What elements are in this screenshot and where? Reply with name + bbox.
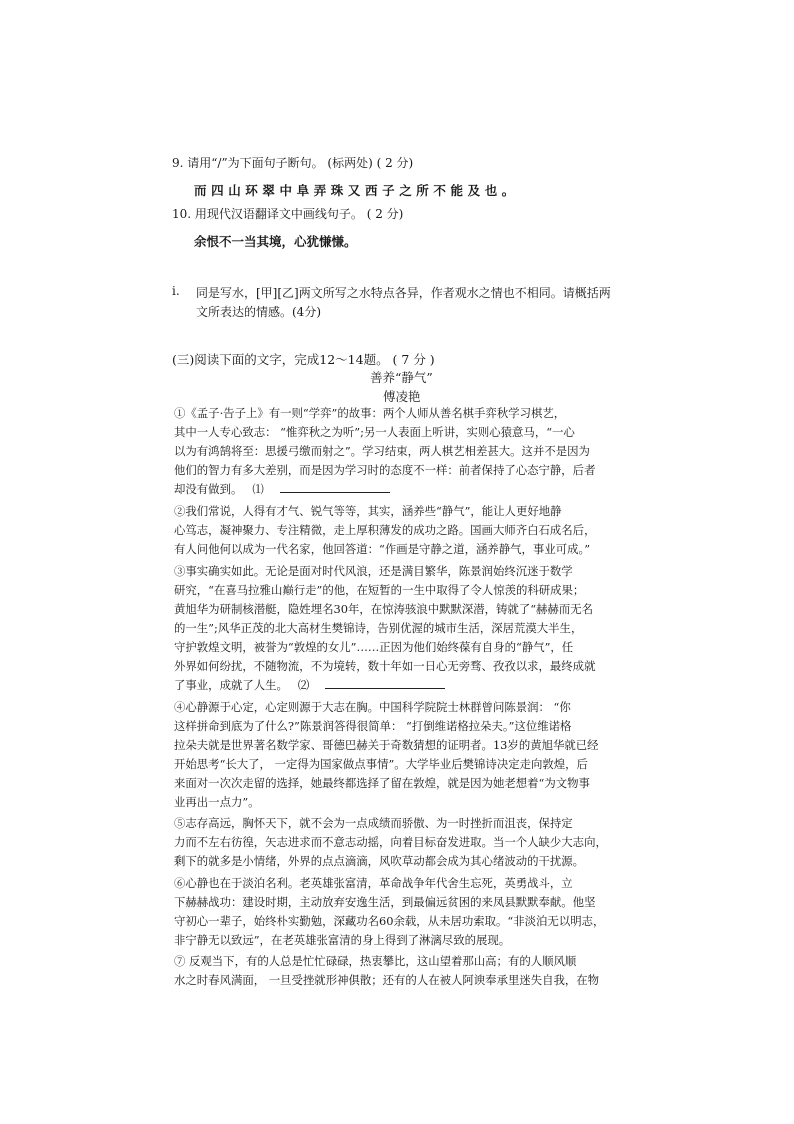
paragraph-line: ①《孟子·告子上》有一则“学弈”的故事：两个人师从善名棋手弈秋学习棋艺， bbox=[174, 406, 566, 420]
paragraph-line: 他们的智力有多大差别，而是因为学习时的态度不一样：前者保持了心态宁静，后者 bbox=[174, 463, 596, 477]
paragraph-line: 业再出一点力”。 bbox=[174, 795, 260, 809]
section-intro: (三)阅读下面的文字，完成12～14题。 ( 7 分 ) bbox=[172, 352, 435, 367]
paragraph-line: ④心静源于心定，心定则源于大志在胸。中国科学院院士林群曾问陈景润： “你 bbox=[174, 700, 571, 714]
paragraph-line: 开始思考“长大了， 一定得为国家做点事情”。大学毕业后樊锦诗决定走向敦煌，后 bbox=[174, 757, 588, 771]
answer-blank-1[interactable] bbox=[280, 480, 390, 493]
paragraph-line bbox=[174, 480, 624, 499]
paragraph-5 bbox=[174, 814, 624, 871]
paragraph-line bbox=[174, 676, 624, 695]
paragraph-6 bbox=[174, 874, 624, 950]
paragraph-line: ②我们常说，人得有才气、锐气等等，其实，涵养些“静气”，能让人更好地静 bbox=[174, 504, 562, 518]
paragraph-line: ⑥心静也在于淡泊名利。老英雄张富清，革命战争年代舍生忘死，英勇战斗，立 bbox=[174, 876, 573, 890]
paragraph-line: ③事实确实如此。无论是面对时代风浪，还是满目繁华，陈景润始终沉迷于数学 bbox=[174, 564, 573, 578]
paragraph-line: 非宁静无以致远”，在老英雄张富清的身上得到了淋漓尽致的展现。 bbox=[174, 933, 511, 947]
paragraph-line: 以为有鸿鹄将至：思援弓缴而射之”。学习结束，两人棋艺相差甚大。这并不是因为 bbox=[174, 444, 590, 458]
paragraph-line: 黄旭华为研制核潜艇，隐姓埋名30年，在惊涛骇浪中默默深潜，铸就了“赫赫而无名 bbox=[174, 602, 593, 616]
paragraph-line: 拉朵夫就是世界著名数学家、哥德巴赫关于奇数猜想的证明者。13岁的黄旭华就已经 bbox=[174, 738, 599, 752]
paragraph-line: 力而不左右彷徨，矢志进求而不意志动摇，向着目标奋发进取。当一个人缺少大志向， bbox=[174, 835, 607, 849]
paragraph-line: 水之时春风满面， 一旦受挫就形神俱散；还有的人在被人阿谀奉承里迷失自我，在物 bbox=[174, 973, 600, 987]
q9-sentence: 而四山环翠中阜弄珠又西子之所不能及也。 bbox=[194, 183, 519, 198]
article-title: 善养“静气” bbox=[370, 370, 433, 385]
q10-prompt: 10. 用现代汉语翻译文中画线句子。 ( 2 分) bbox=[172, 207, 404, 221]
paragraph-line: 这样拼命到底为了什么?”陈景润答得很简单： “打倒维诺格拉朵夫。”这位维诺格 bbox=[174, 719, 572, 733]
paragraph-2 bbox=[174, 502, 624, 559]
paragraph-line: 外界如何纷扰，不随物流，不为境转，数十年如一日心无旁骛、孜孜以求，最终成就 bbox=[174, 659, 596, 673]
q11-line-1: 同是写水，[甲][乙]两文所写之水特点各异，作者观水之情也不相同。请概括两 bbox=[196, 286, 611, 300]
paragraph-line: 心笃志，凝神聚力、专注精微，走上厚积薄发的成功之路。国画大师齐白石成名后， bbox=[174, 523, 596, 537]
paragraph-line: 研究，“在喜马拉雅山巅行走”的他，在短暂的一生中取得了令人惊羡的科研成果； bbox=[174, 583, 585, 597]
blank-marker-1: ⑴ bbox=[252, 482, 264, 496]
paragraph-line-text: 了事业，成就了人生。 bbox=[174, 678, 288, 692]
paragraph-line: 下赫赫战功：建设时期，主动放弃安逸生活，到最偏远贫困的来凤县默默奉献。他坚 bbox=[174, 895, 596, 909]
q11-line-2: 文所表达的情感。(4分) bbox=[196, 305, 321, 319]
paragraph-line-text: 却没有做到。 bbox=[174, 482, 243, 496]
q9-prompt: 9. 请用“/”为下面句子断句。 (标两处) ( 2 分) bbox=[172, 156, 414, 170]
paragraph-1 bbox=[174, 404, 624, 499]
paragraph-3 bbox=[174, 562, 624, 695]
blank-marker-2: ⑵ bbox=[297, 678, 310, 692]
paragraph-line: 剩下的就多是小情绪，外界的点点滴滴，风吹草动都会成为其心绪波动的干扰源。 bbox=[174, 854, 585, 868]
paragraph-line: ⑤志存高远，胸怀天下，就不会为一点成绩而骄傲、为一时挫折而沮丧，保持定 bbox=[174, 816, 573, 830]
paragraph-line: 守初心一辈子，始终朴实勤勉，深藏功名60余载，从未居功索取。“非淡泊无以明志， bbox=[174, 914, 605, 928]
paragraph-4 bbox=[174, 698, 624, 812]
paragraph-line: ⑦ 反观当下，有的人总是忙忙碌碌，热衷攀比，这山望着那山高；有的人顺风顺 bbox=[174, 954, 577, 968]
paragraph-line: 其中一人专心致志： “惟弈秋之为听”;另一人表面上听讲，实则心猿意马，“一心 bbox=[174, 425, 575, 439]
paragraph-7 bbox=[174, 952, 624, 990]
paragraph-line: 来面对一次次走留的选择，她最终都选择了留在敦煌，就是因为她老想着“为文物事 bbox=[174, 776, 590, 790]
paragraph-line: 守护敦煌文明，被誉为“敦煌的女儿”……正因为他们始终葆有自身的“静气”，任 bbox=[174, 640, 574, 654]
article-author: 傅凌艳 bbox=[383, 389, 421, 404]
paragraph-line: 的一生”;风华正茂的北大高材生樊锦诗，告别优渥的城市生活，深居荒漠大半生， bbox=[174, 621, 583, 635]
q10-sentence: 余恨不一当其境，心犹慊慊。 bbox=[194, 234, 357, 249]
answer-blank-2[interactable] bbox=[325, 676, 445, 689]
q11-number: i. bbox=[172, 284, 180, 298]
paragraph-line: 有人问他何以成为一代名家，他回答道：“作画是守静之道，涵养静气，事业可成。” bbox=[174, 542, 591, 556]
